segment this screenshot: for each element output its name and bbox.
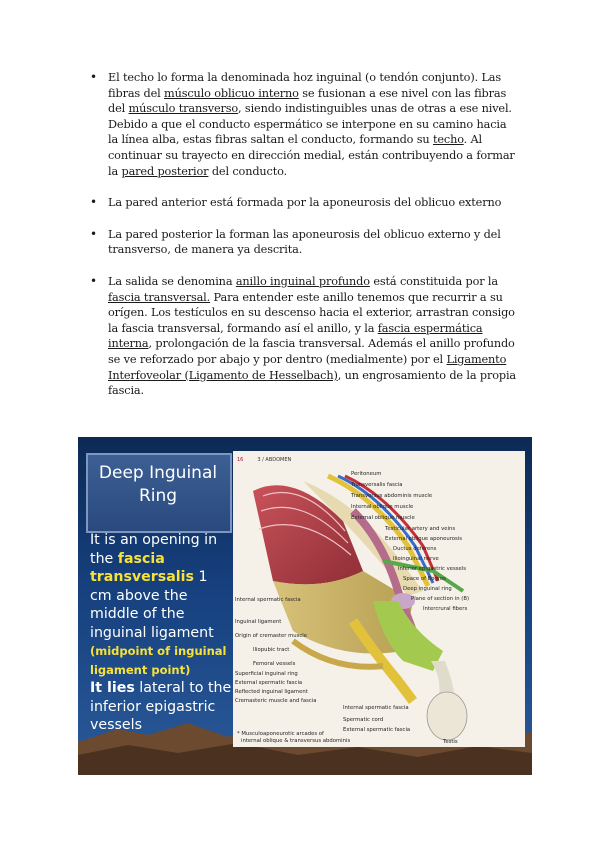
figure-label: Ductus deferens: [393, 546, 437, 552]
anatomy-figure: [233, 451, 525, 747]
figure-label: Internal spermatic fascia: [343, 705, 409, 711]
bullet-anterior-wall: [88, 195, 518, 211]
bullet-posterior-wall: [88, 227, 518, 258]
text-run: del conducto.: [208, 164, 287, 178]
figure-label: External oblique aponeurosis: [385, 536, 462, 542]
link-pared-posterior[interactable]: pared posterior: [121, 164, 209, 178]
text-run: . Al continuar su trayecto en dirección medial, están contribuyendo a formar la: [108, 133, 515, 178]
bullet-deep-ring: [88, 274, 518, 399]
figure-label: Internal oblique muscle: [351, 504, 414, 510]
figure-label: Cremasteric muscle and fascia: [235, 698, 317, 704]
figure-label: External spermatic fascia: [343, 727, 411, 733]
text-run: , siendo indistinguibles unas de otras a ese nivel. Debido a que el conducto espermático se interpone en su camino hacia la línea alba, estas fibras saltan el conducto, formando su: [108, 102, 512, 147]
figure-label: Femoral vessels: [253, 661, 296, 667]
bullet-roof: [88, 70, 518, 179]
figure-label: Space of Bogros: [403, 576, 446, 582]
figure-label: Intercrural fibers: [423, 606, 468, 612]
link-fascia-espermatica-interna[interactable]: fascia espermática interna: [108, 321, 483, 351]
figure-label: Inguinal ligament: [235, 619, 282, 625]
text-run: El techo lo forma la denominada hoz inguinal (o tendón conjunto). Las fibras del: [108, 71, 502, 100]
figure-footnote: * Musculoaponeurotic arcades of: [237, 731, 324, 737]
slide-image: [78, 437, 532, 775]
figure-chapter: 3 / ABDOMEN: [257, 457, 292, 463]
text-run: Para entender este anillo tenemos que recurrir a su orígen. Los testículos en su descenso hacia el exterior, arrastran consigo la fascia transversal, formando así el anillo, y la: [108, 290, 515, 335]
text-block: [88, 70, 518, 415]
figure-label: External oblique muscle: [351, 515, 415, 521]
slide-text-bold: It lies: [90, 680, 135, 696]
text-run: se fusionan a ese nivel con las fibras del: [108, 86, 507, 116]
figure-label: Peritoneum: [351, 471, 382, 477]
figure-label: Testicular artery and veins: [385, 526, 456, 532]
figure-label: Inferior epigastric vessels: [398, 566, 466, 572]
text-run: está constituida por la: [369, 274, 498, 288]
figure-label: Testis: [443, 739, 458, 745]
figure-label: Iliopubic tract: [253, 647, 290, 653]
link-fascia-transversal[interactable]: fascia transversal.: [108, 290, 211, 304]
figure-label: Transversalis fascia: [351, 482, 403, 488]
figure-label: Plane of section in (B): [411, 596, 470, 602]
figure-page-number: 16: [237, 457, 244, 463]
figure-header: [237, 457, 291, 463]
figure-label: External spermatic fascia: [235, 680, 303, 686]
slide-note: (midpoint of inguinal ligament point): [90, 644, 227, 677]
slide-text: It is an opening in the: [90, 532, 218, 567]
slide-title: Deep Inguinal Ring: [98, 463, 218, 506]
figure-label: Transversus abdominis muscle: [351, 493, 433, 499]
slide-highlight: fascia transversalis: [90, 550, 194, 585]
text-run: La pared anterior está formada por la aponeurosis del oblicuo externo: [108, 196, 502, 210]
slide-body: [90, 531, 232, 735]
figure-label: Reflected inguinal ligament: [235, 689, 308, 695]
slide-text: lateral to the inferior epigastric vessels: [90, 680, 232, 733]
text-run: La pared posterior la forman las aponeurosis del oblicuo externo y del transverso, de manera ya descrita.: [108, 227, 501, 257]
slide-text: 1 cm above the middle of the inguinal ligament: [90, 569, 214, 641]
link-musculo-oblicuo-interno[interactable]: músculo oblicuo interno: [164, 86, 299, 100]
figure-label: Superficial inguinal ring: [235, 671, 298, 677]
figure-label: Ilioinguinal nerve: [393, 556, 439, 562]
link-ligamento-interfoveolar[interactable]: Ligamento Interfoveolar (Ligamento de Hesselbach): [108, 352, 507, 382]
link-techo[interactable]: techo: [432, 133, 464, 147]
link-anillo-inguinal-profundo[interactable]: anillo inguinal profundo: [235, 274, 370, 288]
figure-label: Origin of cremaster muscle: [235, 633, 307, 639]
figure-label: Internal spermatic fascia: [235, 597, 301, 603]
figure-label: Deep inguinal ring: [403, 586, 452, 592]
text-run: , prolongación de la fascia transversal. Además el anillo profundo se ve reforzado por abajo y por dentro (medialmente) por el: [108, 337, 515, 366]
figure-label: Spermatic cord: [343, 717, 384, 723]
text-run: , un engrosamiento de la propia fascia.: [108, 368, 516, 398]
link-musculo-transverso[interactable]: músculo transverso: [128, 102, 239, 116]
figure-footnote: internal oblique & transversus abdominis: [241, 738, 351, 744]
text-run: La salida se denomina: [108, 274, 236, 288]
